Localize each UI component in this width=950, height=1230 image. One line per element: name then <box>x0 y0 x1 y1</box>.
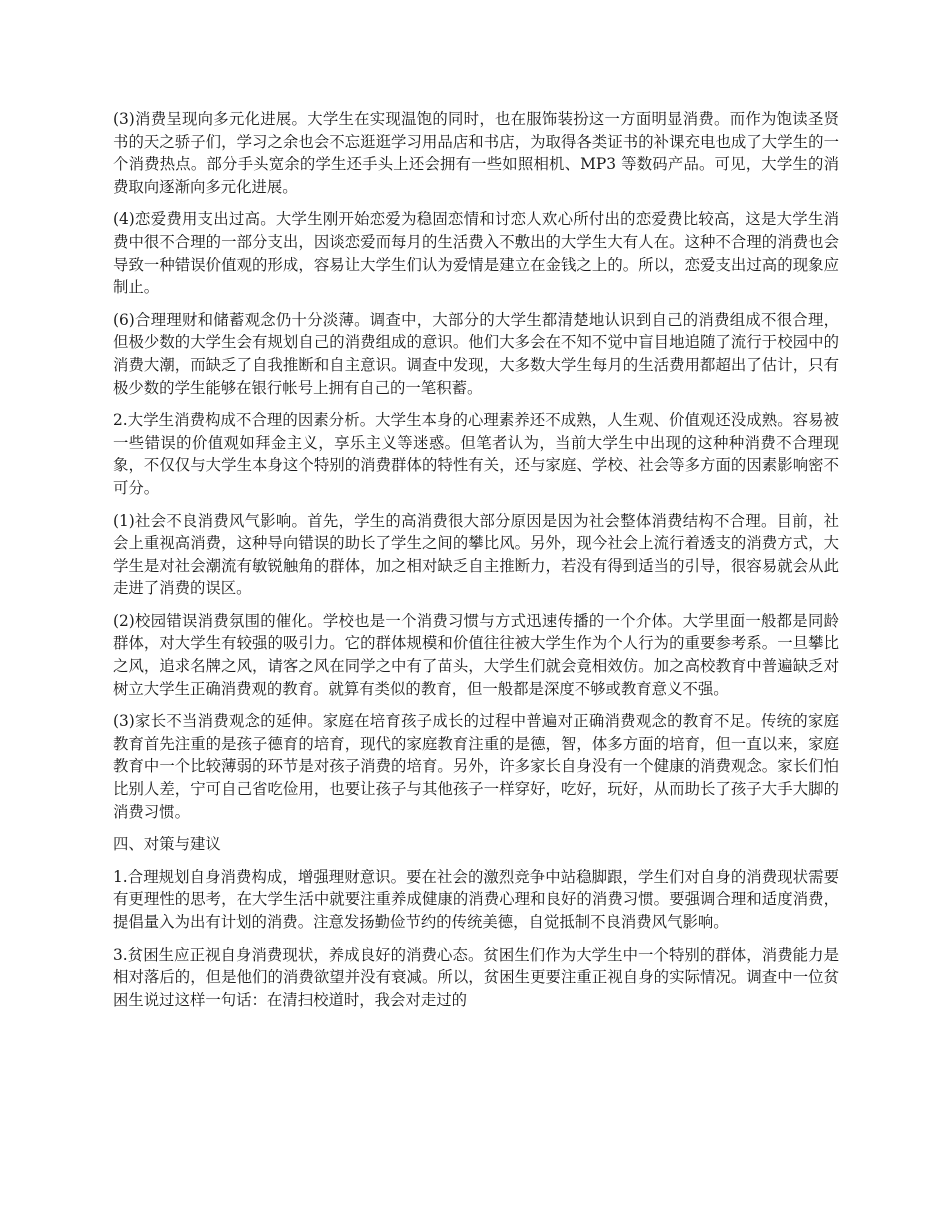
paragraph-campus-atmosphere: (2)校园错误消费氛围的催化。学校也是一个消费习惯与方式迅速传播的一个介体。大学里面一般都是同龄群体，对大学生有较强的吸引力。它的群体规模和价值往往被大学生作为个人行为的重要参考系。一旦攀比之风，追求名牌之风，请客之风在同学之中有了苗头，大学生们就会竟相效仿。加之高校教育中普遍缺乏对树立大学生正确消费观的教育。就算有类似的教育，但一般都是深度不够或教育意义不强。 <box>113 611 839 698</box>
paragraph-social-influence: (1)社会不良消费风气影响。首先，学生的高消费很大部分原因是因为社会整体消费结构不合理。目前，社会上重视高消费，这种导向错误的助长了学生之间的攀比风。另外，现今社会上流行着透支的消费方式，大学生是对社会潮流有敏锐触角的群体，加之相对缺乏自主推断力，若没有得到适当的引导，很容易就会从此走进了消费的误区。 <box>113 511 839 598</box>
section-heading-recommendations: 四、对策与建议 <box>113 835 221 854</box>
paragraph-poor-students: 3.贫困生应正视自身消费现状，养成良好的消费心态。贫困生们作为大学生中一个特别的群体，消费能力是相对落后的，但是他们的消费欲望并没有衰减。所以，贫困生更要注重正视自身的实际情况。调查中一位贫困生说过这样一句话：在清扫校道时，我会对走过的 <box>113 945 839 1009</box>
paragraph-savings-awareness: (6)合理理财和储蓄观念仍十分淡薄。调查中，大部分的大学生都清楚地认识到自己的消费组成不很合理，但极少数的大学生会有规划自己的消费组成的意识。他们大多会在不知不觉中盲目地追随了流行于校园中的消费大潮，而缺乏了自我推断和自主意识。调查中发现，大多数大学生每月的生活费用都超出了估计，只有极少数的学生能够在银行帐号上拥有自己的一笔积蓄。 <box>113 310 839 397</box>
paragraph-factor-analysis: 2.大学生消费构成不合理的因素分析。大学生本身的心理素养还不成熟，人生观、价值观还没成熟。容易被一些错误的价值观如拜金主义，享乐主义等迷惑。但笔者认为，当前大学生中出现的这种种消费不合理现象，不仅仅与大学生本身这个特别的消费群体的特性有关，还与家庭、学校、社会等多方面的因素影响密不可分。 <box>113 411 839 497</box>
document-page <box>113 108 839 1021</box>
paragraph-consumption-diversification: (3)消费呈现向多元化进展。大学生在实现温饱的同时，也在服饰装扮这一方面明显消费。而作为饱读圣贤书的天之骄子们，学习之余也会不忘逛逛学习用品店和书店，为取得各类证书的补课充电也成了大学生的一个消费热点。部分手头宽余的学生还手头上还会拥有一些如照相机、MP3 等数码产品。可见，大学生的消费取向逐渐向多元化进展。 <box>113 110 839 196</box>
paragraph-parental-influence: (3)家长不当消费观念的延伸。家庭在培育孩子成长的过程中普遍对正确消费观念的教育不足。传统的家庭教育首先注重的是孩子德育的培育，现代的家庭教育注重的是德，智，体多方面的培育，但一直以来，家庭教育中一个比较薄弱的环节是对孩子消费的培育。另外，许多家长自身没有一个健康的消费观念。家长们怕比别人差，宁可自己省吃俭用，也要让孩子与其他孩子一样穿好，吃好，玩好，从而助长了孩子大手大脚的消费习惯。 <box>113 712 839 821</box>
paragraph-dating-expenses: (4)恋爱费用支出过高。大学生刚开始恋爱为稳固恋情和讨恋人欢心所付出的恋爱费比较高，这是大学生消费中很不合理的一部分支出，因谈恋爱而每月的生活费入不敷出的大学生大有人在。这种不合理的消费也会导致一种错误价值观的形成，容易让大学生们认为爱情是建立在金钱之上的。所以，恋爱支出过高的现象应制止。 <box>113 210 839 297</box>
paragraph-plan-consumption: 1.合理规划自身消费构成，增强理财意识。要在社会的激烈竞争中站稳脚跟，学生们对自身的消费现状需要有更理性的思考，在大学生活中就要注重养成健康的消费心理和良好的消费习惯。要强调合理和适度消费，提倡量入为出有计划的消费。注意发扬勤俭节约的传统美德，自觉抵制不良消费风气影响。 <box>113 867 839 931</box>
